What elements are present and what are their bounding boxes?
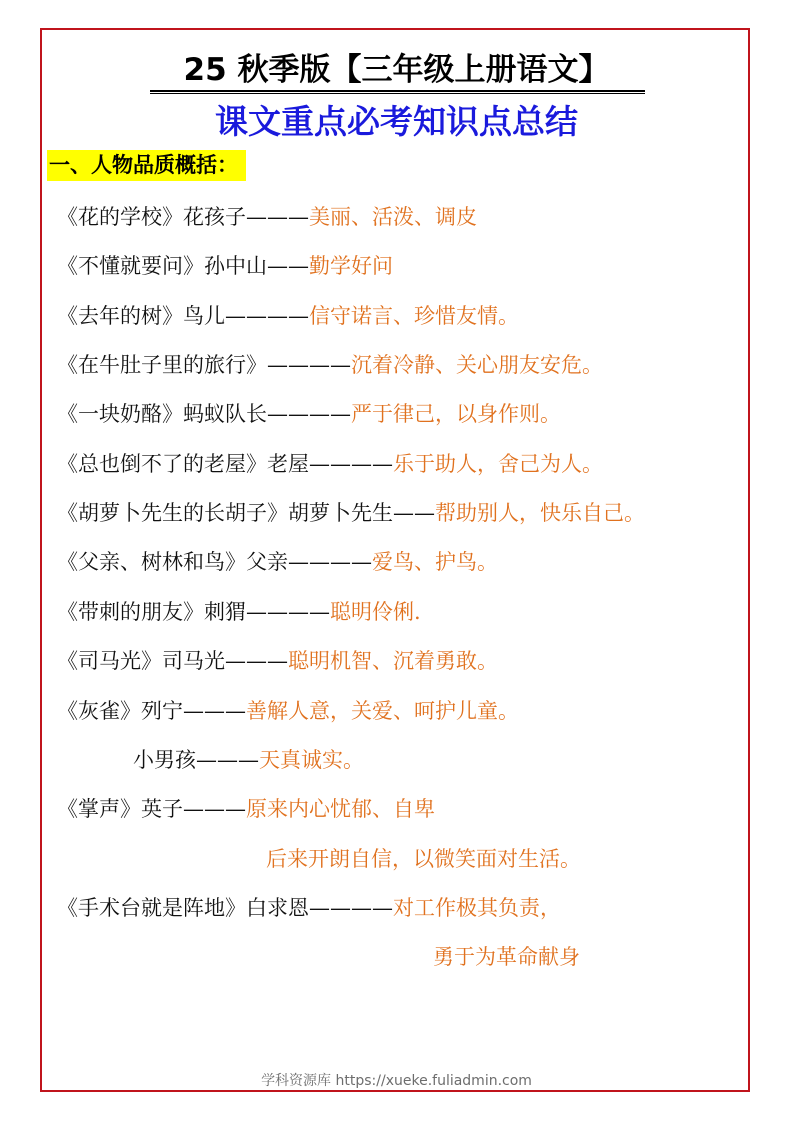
entry-label: 《花的学校》花孩子——— (57, 205, 309, 229)
footer-watermark: 学科资源库 https://xueke.fuliadmin.com (261, 1073, 532, 1089)
list-item (57, 400, 561, 428)
entry-value: 信守诺言、珍惜友情。 (309, 304, 519, 328)
entry-label: 《掌声》英子——— (57, 797, 246, 821)
list-item (57, 302, 519, 330)
page-title: 25 秋季版【三年级上册语文】 (183, 52, 610, 88)
list-item (433, 943, 580, 971)
page-subtitle: 课文重点必考知识点总结 (215, 102, 578, 141)
list-item (57, 795, 435, 823)
list-item (57, 351, 603, 379)
entry-value: 美丽、活泼、调皮 (309, 205, 477, 229)
list-item (266, 845, 581, 873)
entry-value: 后来开朗自信，以微笑面对生活。 (266, 847, 581, 871)
list-item (57, 598, 421, 626)
entry-label: 《在牛肚子里的旅行》———— (57, 353, 351, 377)
list-item (57, 647, 498, 675)
entry-value: 勤学好问 (309, 254, 393, 278)
list-item (133, 746, 364, 774)
entry-value: 聪明机智、沉着勇敢。 (288, 649, 498, 673)
entry-value: 严于律己，以身作则。 (351, 402, 561, 426)
entry-label: 《父亲、树林和鸟》父亲———— (57, 550, 372, 574)
entry-label: 《总也倒不了的老屋》老屋———— (57, 452, 393, 476)
entry-label: 小男孩——— (133, 748, 259, 772)
list-item (57, 252, 393, 280)
entry-label: 《司马光》司马光——— (57, 649, 288, 673)
list-item (57, 894, 561, 922)
entry-label: 《带刺的朋友》刺猬———— (57, 600, 330, 624)
list-item (57, 499, 645, 527)
entry-label: 《一块奶酪》蚂蚁队长———— (57, 402, 351, 426)
entry-label: 《不懂就要问》孙中山—— (57, 254, 309, 278)
list-item (57, 203, 477, 231)
entry-label: 《胡萝卜先生的长胡子》胡萝卜先生—— (57, 501, 435, 525)
entry-value: 原来内心忧郁、自卑 (246, 797, 435, 821)
entry-value: 天真诚实。 (259, 748, 364, 772)
entry-value: 勇于为革命献身 (433, 945, 580, 969)
entry-value: 善解人意，关爱、呵护儿童。 (246, 699, 519, 723)
entry-value: 乐于助人，舍己为人。 (393, 452, 603, 476)
list-item (57, 450, 603, 478)
entry-value: 帮助别人，快乐自己。 (435, 501, 645, 525)
entry-label: 《手术台就是阵地》白求恩———— (57, 896, 393, 920)
list-item (57, 697, 519, 725)
entry-label: 《灰雀》列宁——— (57, 699, 246, 723)
entry-value: 爱鸟、护鸟。 (372, 550, 498, 574)
list-item (57, 548, 498, 576)
section-heading: 一、人物品质概括： (47, 150, 246, 181)
title-underline (150, 90, 645, 94)
entry-value: 沉着冷静、关心朋友安危。 (351, 353, 603, 377)
entry-value: 对工作极其负责， (393, 896, 561, 920)
entry-value: 聪明伶俐. (330, 600, 421, 624)
entry-label: 《去年的树》鸟儿———— (57, 304, 309, 328)
